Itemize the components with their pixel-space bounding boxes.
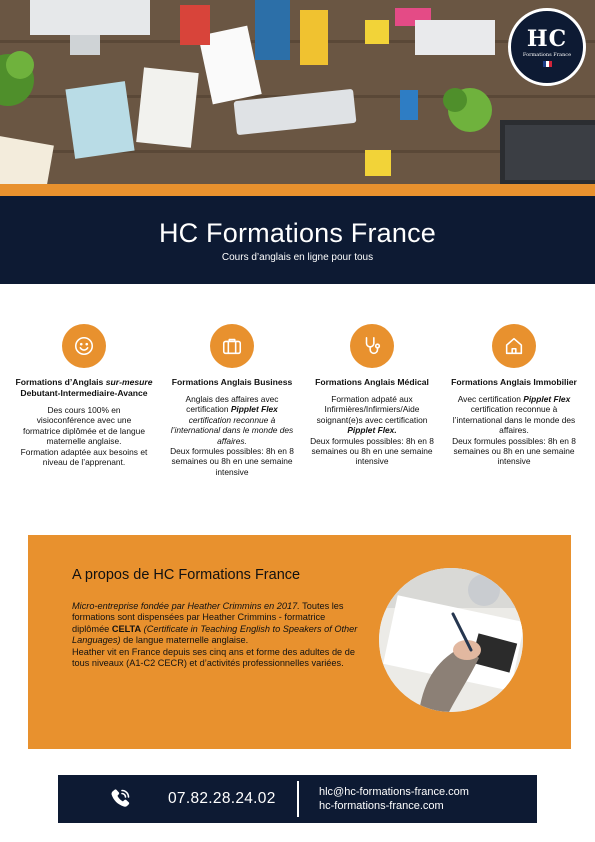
service-title: Formations d’Anglais sur-mesure Debutant-Intermediaire-Avance <box>15 377 153 398</box>
contact-bar <box>58 775 537 823</box>
about-title: A propos de HC Formations France <box>72 567 301 583</box>
service-description: Anglais des affaires avec certification Pipplet Flex certification reconnue à l’international dans le monde des affaires. Deux formules possibles: 8h en 8 semaines ou 8h en une semaine intensive <box>170 394 294 477</box>
email-link[interactable]: hlc@hc-formations-france.com <box>319 786 469 798</box>
service-title: Formations Anglais Business <box>171 377 293 387</box>
hero-photo <box>0 0 595 185</box>
writing-hand-photo <box>379 568 523 712</box>
service-description: Formation adpaté aux Infirmières/Infirmiers/Aide soignant(e)s avec certification Pipplet Flex. Deux formules possibles: 8h en 8 semaines ou 8h en une semaine intensive <box>310 394 434 467</box>
about-text: Micro-entreprise fondée par Heather Crimmins en 2017. Toutes les formations sont dispensées par Heather Crimmins - formatrice diplômée CELTA (Certificate in Teaching English to Speakers of Other Languages) de langue maternelle anglaise. Heather vit en France depuis ses cinq ans et forme des adultes de de tous niveaux (A1-C2 CECR) et d’activités professionnelles variées. <box>72 601 358 669</box>
service-medical <box>302 324 442 467</box>
title-band <box>0 196 595 284</box>
phone-number[interactable]: 07.82.28.24.02 <box>168 790 276 807</box>
service-business <box>162 324 302 477</box>
stethoscope-icon <box>350 324 394 368</box>
website-link[interactable]: hc-formations-france.com <box>319 800 444 812</box>
service-immobilier <box>444 324 584 467</box>
orange-divider-strip <box>0 184 595 196</box>
flag-icon <box>543 61 552 67</box>
briefcase-icon <box>210 324 254 368</box>
page-title: HC Formations France <box>158 218 437 248</box>
page-subtitle: Cours d’anglais en ligne pour tous <box>221 252 374 263</box>
house-icon <box>492 324 536 368</box>
smiley-icon <box>62 324 106 368</box>
service-title: Formations Anglais Médical <box>315 377 429 387</box>
service-description: Des cours 100% en visioconférence avec une formatrice diplômée et de langue maternelle anglaise. Formation adaptée aux besoins et niveau de l’apprenant. <box>20 405 148 468</box>
logo-text: Formations France <box>522 51 572 58</box>
desk-illustration <box>0 0 595 185</box>
logo-initials: HC <box>526 25 568 52</box>
service-title: Formations Anglais Immobilier <box>451 377 577 387</box>
company-logo <box>508 8 586 86</box>
service-sur-mesure <box>14 324 154 467</box>
service-description: Avec certification Pipplet Flex certification reconnue à l’international dans le monde des affaires. Deux formules possibles: 8h en 8 semaines ou 8h en une semaine intensive <box>452 394 576 467</box>
phone-icon <box>108 787 132 811</box>
contact-divider <box>297 781 299 817</box>
about-section <box>28 535 571 749</box>
